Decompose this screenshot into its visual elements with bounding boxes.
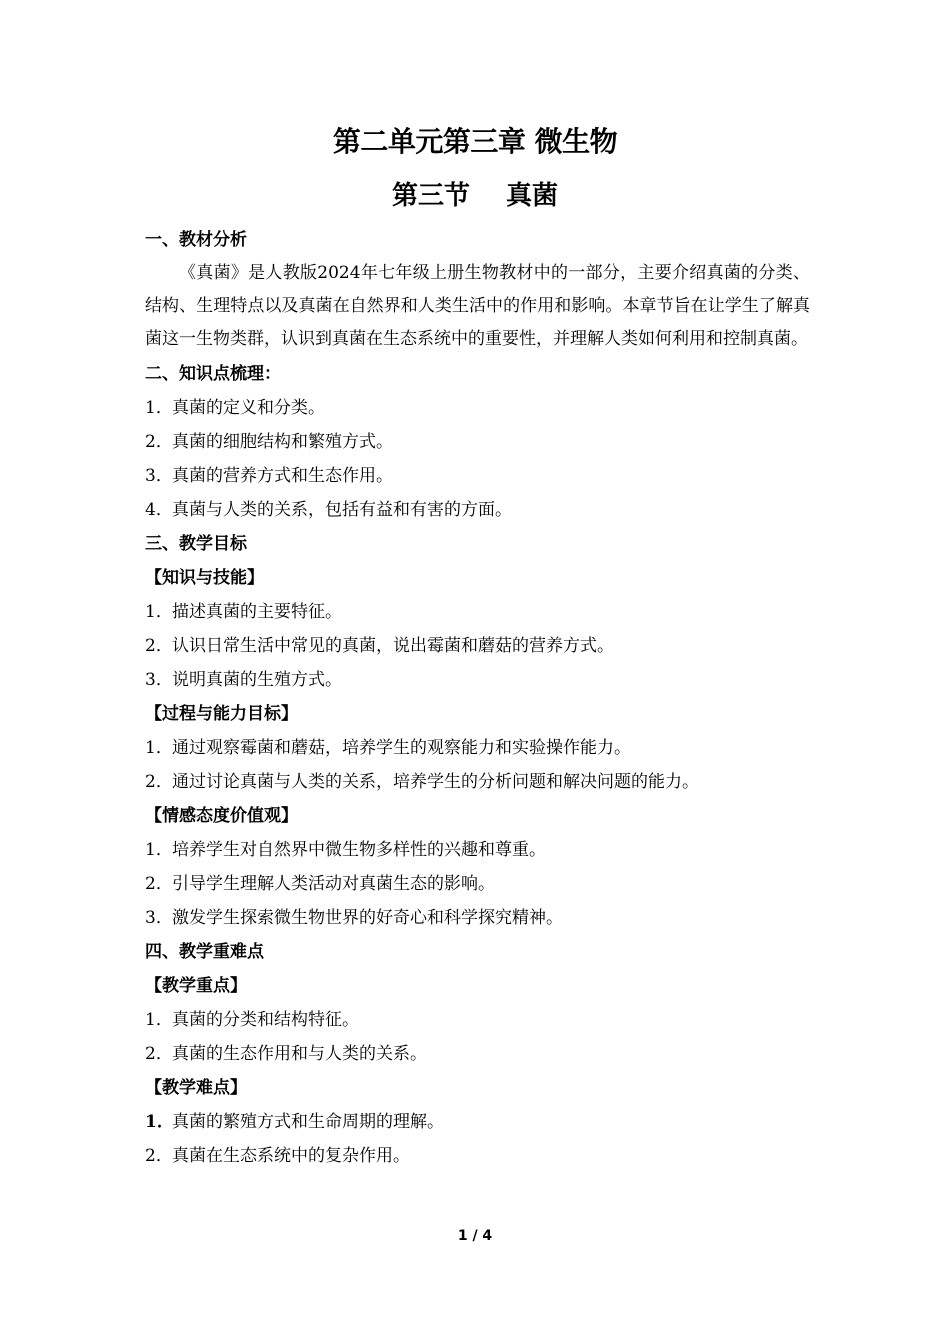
section-number: 第三节 xyxy=(391,181,470,211)
list-item: 1．描述真菌的主要特征。 xyxy=(145,602,342,622)
subheading-key-points: 【教学重点】 xyxy=(145,976,247,996)
page-number: 1 / 4 xyxy=(457,1228,493,1244)
heading-teaching-goals: 三、教学目标 xyxy=(145,534,247,554)
document-body xyxy=(145,223,810,1173)
list-item: 2．真菌的生态作用和与人类的关系。 xyxy=(145,1044,427,1064)
list-item: 1．真菌的定义和分类。 xyxy=(145,398,325,418)
subheading-process-ability: 【过程与能力目标】 xyxy=(145,704,298,724)
section-title xyxy=(0,176,950,216)
subheading-emotion-values: 【情感态度价值观】 xyxy=(145,806,298,826)
heading-key-difficult-points: 四、教学重难点 xyxy=(145,942,264,962)
list-item: 3．说明真菌的生殖方式。 xyxy=(145,670,342,690)
textbook-analysis-paragraph: 《真菌》是人教版2024年七年级上册生物教材中的一部分，主要介绍真菌的分类、结构、生理特点以及真菌在自然界和人类生活中的作用和影响。本章节旨在让学生了解真菌这一生物类群，认识到真菌在生态系统中的重要性，并理解人类如何利用和控制真菌。 xyxy=(145,263,810,349)
list-item: 2．真菌在生态系统中的复杂作用。 xyxy=(145,1146,410,1166)
list-item: 1．通过观察霉菌和蘑菇，培养学生的观察能力和实验操作能力。 xyxy=(145,738,631,758)
subheading-difficult-points: 【教学难点】 xyxy=(145,1078,247,1098)
list-item: 2．引导学生理解人类活动对真菌生态的影响。 xyxy=(145,874,495,894)
list-item: 1．真菌的繁殖方式和生命周期的理解。 xyxy=(145,1112,444,1132)
page-title: 第二单元第三章 微生物 xyxy=(332,125,618,158)
list-item: 1．培养学生对自然界中微生物多样性的兴趣和尊重。 xyxy=(145,840,546,860)
list-item: 2．通过讨论真菌与人类的关系，培养学生的分析问题和解决问题的能力。 xyxy=(145,772,699,792)
list-item: 4．真菌与人类的关系，包括有益和有害的方面。 xyxy=(145,500,512,520)
list-item: 2．认识日常生活中常见的真菌，说出霉菌和蘑菇的营养方式。 xyxy=(145,636,614,656)
subheading-knowledge-skills: 【知识与技能】 xyxy=(145,568,264,588)
list-item: 1．真菌的分类和结构特征。 xyxy=(145,1010,359,1030)
heading-textbook-analysis: 一、教材分析 xyxy=(145,230,247,250)
section-topic: 真菌 xyxy=(506,181,559,211)
list-item: 3．激发学生探索微生物世界的好奇心和科学探究精神。 xyxy=(145,908,563,928)
heading-knowledge-points: 二、知识点梳理： xyxy=(145,364,281,384)
list-item: 3．真菌的营养方式和生态作用。 xyxy=(145,466,393,486)
list-item: 2．真菌的细胞结构和繁殖方式。 xyxy=(145,432,393,452)
